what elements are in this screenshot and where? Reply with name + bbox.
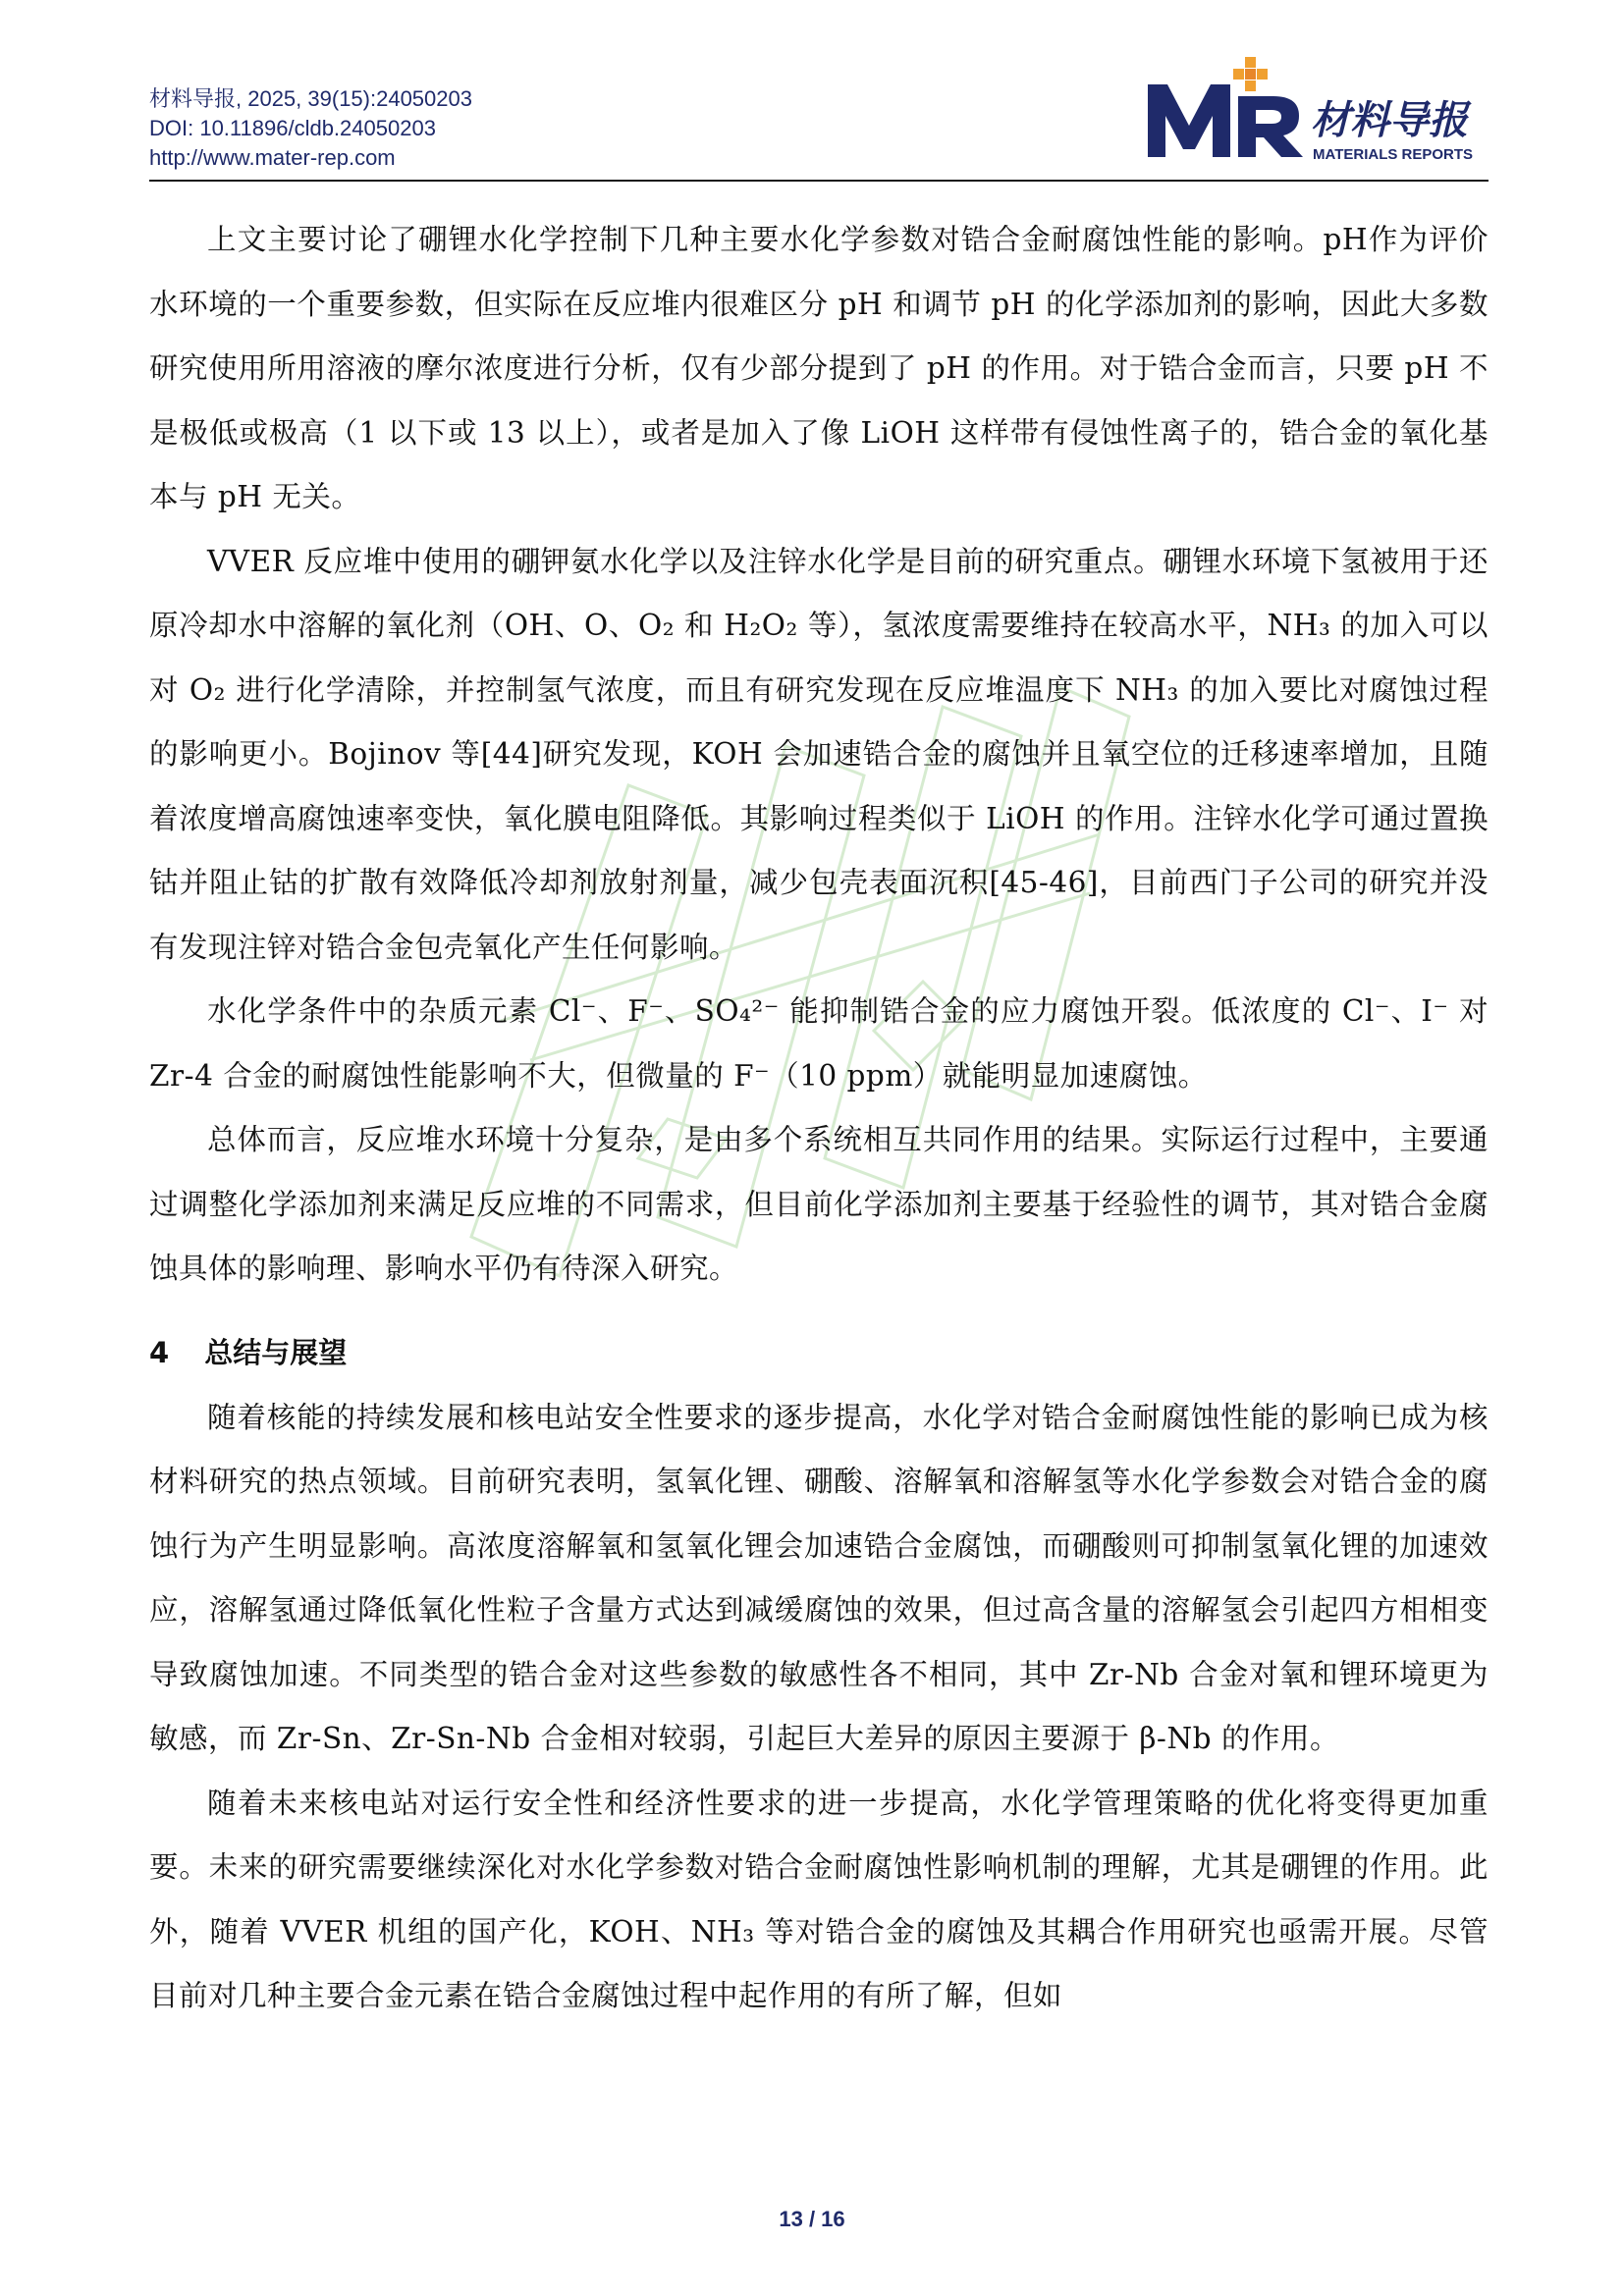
paragraph-conclusion-2: 随着未来核电站对运行安全性和经济性要求的进一步提高，水化学管理策略的优化将变得更加重要。未来的研究需要继续深化对水化学参数对锆合金耐腐蚀性影响机制的理解，尤其是硼锂的作用。此外，随着 VVER 机组的国产化，KOH、NH₃ 等对锆合金的腐蚀及其耦合作用研究也亟需开展。尽管目前对几种主要合金元素在锆合金腐蚀过程中起作用的有所了解，但如: [149, 1786, 1489, 2012]
journal-logo: [1144, 55, 1488, 173]
svg-text:材料导报: 材料导报: [1311, 98, 1468, 143]
paragraph-ph-discussion: 上文主要讨论了硼锂水化学控制下几种主要水化学参数对锆合金耐腐蚀性能的影响。pH作为评价水环境的一个重要参数，但实际在反应堆内很难区分 pH 和调节 pH 的化学添加剂的影响，因此大多数研究使用所用溶液的摩尔浓度进行分析，仅有少部分提到了 pH 的作用。对于锆合金而言，只要 pH 不是极低或极高（1 以下或 13 以上），或者是加入了像 LiOH 这样带有侵蚀性离子的，锆合金的氧化基本与 pH 无关。: [149, 223, 1489, 513]
paragraph-conclusion-1: 随着核能的持续发展和核电站安全性要求的逐步提高，水化学对锆合金耐腐蚀性能的影响已成为核材料研究的热点领域。目前研究表明，氢氧化锂、硼酸、溶解氧和溶解氢等水化学参数会对锆合金的腐蚀行为产生明显影响。高浓度溶解氧和氢氧化锂会加速锆合金腐蚀，而硼酸则可抑制氢氧化锂的加速效应，溶解氢通过降低氧化性粒子含量方式达到减缓腐蚀的效果，但过高含量的溶解氢会引起四方相相变导致腐蚀加速。不同类型的锆合金对这些参数的敏感性各不相同，其中 Zr-Nb 合金对氧和锂环境更为敏感，而 Zr-Sn、Zr-Sn-Nb 合金相对较弱，引起巨大差异的原因主要源于 β-Nb 的作用。: [149, 1400, 1489, 1755]
paragraph-overall-summary: 总体而言，反应堆水环境十分复杂，是由多个系统相互共同作用的结果。实际运行过程中，主要通过调整化学添加剂来满足反应堆的不同需求，但目前化学添加剂主要基于经验性的调节，其对锆合金腐蚀具体的影响理、影响水平仍有待深入研究。: [149, 1123, 1489, 1285]
section-heading: [149, 1327, 1489, 1378]
section-title: 总结与展望: [204, 1335, 348, 1369]
paragraph-impurity-elements: 水化学条件中的杂质元素 Cl⁻、F⁻、SO₄²⁻ 能抑制锆合金的应力腐蚀开裂。低浓度的 Cl⁻、I⁻ 对 Zr-4 合金的耐腐蚀性能影响不大，但微量的 F⁻（10 ppm）就能明显加速腐蚀。: [149, 994, 1489, 1093]
doi-line: DOI: 10.11896/cldb.24050203: [149, 116, 436, 140]
paragraph-vver-chemistry: VVER 反应堆中使用的硼钾氨水化学以及注锌水化学是目前的研究重点。硼锂水环境下氢被用于还原冷却水中溶解的氧化剂（OH、O、O₂ 和 H₂O₂ 等），氢浓度需要维持在较高水平，NH₃ 的加入可以对 O₂ 进行化学清除，并控制氢气浓度，而且有研究发现在反应堆温度下 NH₃ 的加入要比对腐蚀过程的影响更小。Bojinov 等[44]研究发现，KOH 会加速锆合金的腐蚀并且氧空位的迁移速率增加，且随着浓度增高腐蚀速率变快，氧化膜电阻降低。其影响过程类似于 LiOH 的作用。注锌水化学可通过置换钴并阻止钴的扩散有效降低冷却剂放射剂量，减少包壳表面沉积[45-46]，目前西门子公司的研究并没有发现注锌对锆合金包壳氧化产生任何影响。: [149, 544, 1489, 964]
article-body: [149, 208, 1489, 2029]
header-meta: [149, 84, 472, 173]
header-divider: [149, 180, 1489, 182]
page-indicator: 13 / 16: [779, 2207, 845, 2231]
website-url[interactable]: http://www.mater-rep.com: [149, 145, 396, 170]
section-number: 4: [149, 1335, 170, 1369]
journal-citation: 材料导报, 2025, 39(15):24050203: [149, 86, 472, 111]
svg-text:MATERIALS REPORTS: MATERIALS REPORTS: [1313, 146, 1474, 163]
